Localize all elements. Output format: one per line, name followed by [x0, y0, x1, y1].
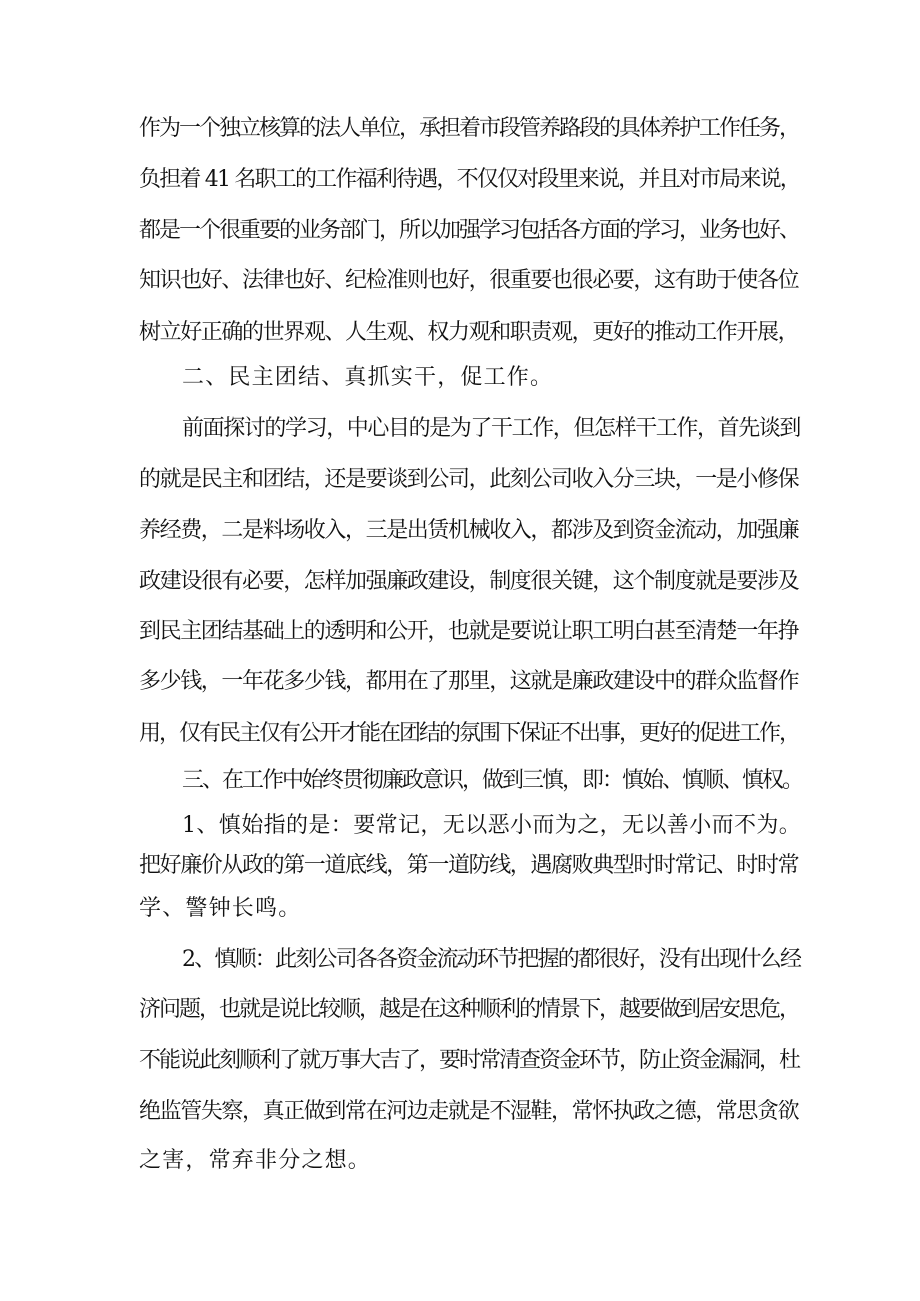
text-line: 学、警钟长鸣。 [139, 896, 302, 921]
text-line: 多少钱，一年花多少钱，都用在了那里，这就是廉政建设中的群众监督作 [139, 669, 799, 694]
text-line: 把好廉价从政的第一道底线，第一道防线，遇腐败典型时时常记、时时常 [139, 853, 799, 878]
text-line: 之害，常弃非分之想。 [139, 1148, 372, 1173]
section-heading: 二、民主团结、真抓实干，促工作。 [182, 365, 554, 390]
text-line: 政建设很有必要，怎样加强廉政建设，制度很关键，这个制度就是要涉及 [139, 569, 799, 594]
list-item-heading: 1、慎始指的是：要常记，无以恶小而为之，无以善小而不为。 [182, 813, 802, 838]
text-line: 绝监管失察，真正做到常在河边走就是不湿鞋，常怀执政之德，常思贪欲 [139, 1099, 799, 1124]
list-item-heading: 2、慎顺：此刻公司各各资金流动环节把握的都很好，没有出现什么经 [182, 947, 801, 972]
text-line: 济问题，也就是说比较顺，越是在这种顺利的情景下，越要做到居安思危， [139, 997, 800, 1022]
text-line: 的就是民主和团结，还是要谈到公司，此刻公司收入分三块，一是小修保 [139, 467, 799, 492]
text-line: 作为一个独立核算的法人单位，承担着市段管养路段的具体养护工作任务， [139, 116, 800, 141]
text-line: 到民主团结基础上的透明和公开，也就是要说让职工明白甚至清楚一年挣 [139, 619, 799, 644]
text-line: 前面探讨的学习，中心目的是为了干工作，但怎样干工作，首先谈到 [182, 416, 801, 441]
text-line: 负担着 41 名职工的工作福利待遇，不仅仅对段里来说，并且对市局来说， [139, 167, 800, 192]
text-line: 都是一个很重要的业务部门，所以加强学习包括各方面的学习，业务也好、 [139, 218, 800, 243]
text-line: 树立好正确的世界观、人生观、权力观和职责观，更好的推动工作开展， [139, 320, 799, 345]
section-heading: 三、在工作中始终贯彻廉政意识，做到三慎，即：慎始、慎顺、慎权。 [182, 768, 803, 793]
text-line: 养经费，二是料场收入，三是出赁机械收入，都涉及到资金流动，加强廉 [139, 518, 799, 543]
text-line: 不能说此刻顺利了就万事大吉了，要时常清查资金环节，防止资金漏洞，杜 [139, 1048, 800, 1073]
text-line: 用，仅有民主仅有公开才能在团结的氛围下保证不出事，更好的促进工作， [139, 721, 800, 746]
text-line: 知识也好、法律也好、纪检准则也好，很重要也很必要，这有助于使各位 [139, 268, 799, 293]
